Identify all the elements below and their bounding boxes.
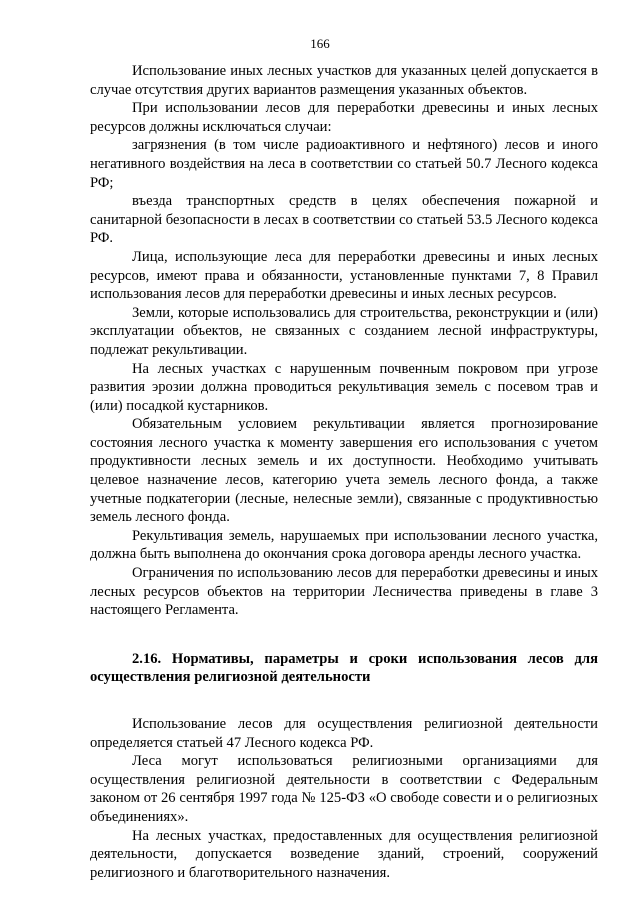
- paragraph: Лица, использующие леса для переработки древесины и иных лесных ресурсов, имеют права и обязанности, установленные пунктами 7, 8 Правил использования лесов для переработки древесины и иных лесных ресурсов.: [90, 248, 598, 303]
- paragraph: На лесных участках, предоставленных для осуществления религиозной деятельности, допускается возведение зданий, строений, сооружений религиозного и благотворительного назначения.: [90, 827, 598, 881]
- section-heading: 2.16. Нормативы, параметры и сроки использования лесов для осуществления религиозной деятельности: [90, 650, 598, 686]
- paragraph: Использование лесов для осуществления религиозной деятельности определяется статьей 47 Лесного кодекса РФ.: [90, 716, 598, 751]
- paragraph: Рекультивация земель, нарушаемых при использовании лесного участка, должна быть выполнена до окончания срока договора аренды лесного участка.: [90, 527, 598, 563]
- paragraph: При использовании лесов для переработки древесины и иных лесных ресурсов должны исключаться случаи:: [90, 100, 598, 135]
- paragraph: Обязательным условием рекультивации является прогнозирование состояния лесного участка к моменту завершения его использования с учетом продуктивности лесных земель и их доступности. Необходимо учитывать целевое назначение лесов, категорию учета земель лесного фонда, а также учетные подкатегории (лесные, нелесные земли), связанные с продуктивностью земель лесного фонда.: [90, 416, 598, 526]
- paragraph: Леса могут использоваться религиозными организациями для осуществления религиозной деятельности в соответствии с Федеральным законом от 26 сентября 1997 года № 125-ФЗ «О свободе совести и о религиозных объединениях».: [90, 753, 598, 825]
- paragraph: Использование иных лесных участков для указанных целей допускается в случае отсутствия других вариантов размещения указанных объектов.: [90, 63, 598, 98]
- paragraph: Земли, которые использовались для строительства, реконструкции и (или) эксплуатации объектов, не связанных с созданием лесной инфраструктуры, подлежат рекультивации.: [90, 304, 598, 358]
- paragraph: въезда транспортных средств в целях обеспечения пожарной и санитарной безопасности в лесах в соответствии со статьей 53.5 Лесного кодекса РФ.: [90, 193, 598, 247]
- page-number: 166: [310, 36, 330, 51]
- document-body: [90, 62, 598, 882]
- paragraph: Ограничения по использованию лесов для переработки древесины и иных лесных ресурсов объектов на территории Лесничества приведены в главе 3 настоящего Регламента.: [90, 565, 598, 619]
- paragraph: На лесных участках с нарушенным почвенным покровом при угрозе развития эрозии должна проводиться рекультивация земель с посевом трав и (или) посадкой кустарников.: [90, 360, 598, 414]
- paragraph: загрязнения (в том числе радиоактивного и нефтяного) лесов и иного негативного воздействия на леса в соответствии со статьей 50.7 Лесного кодекса РФ;: [90, 137, 598, 191]
